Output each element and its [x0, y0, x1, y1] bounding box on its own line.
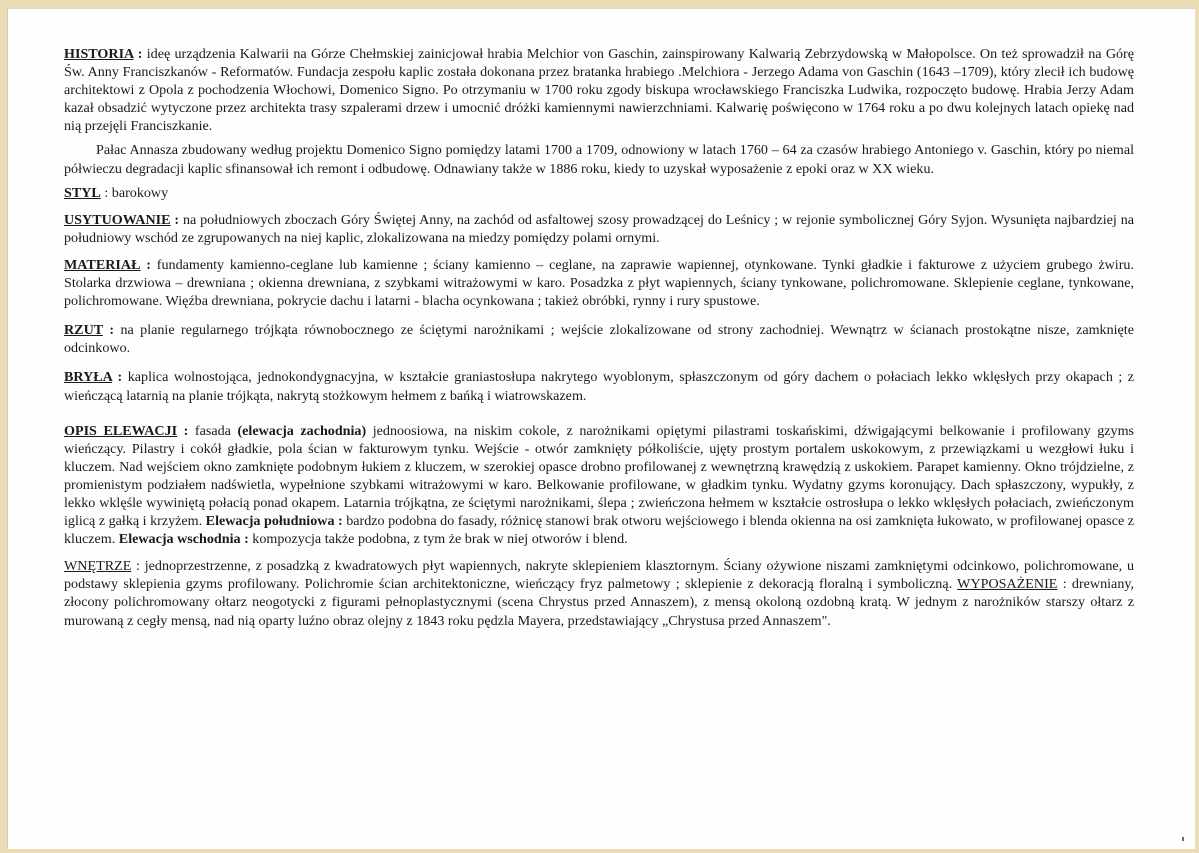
- scan-mark: [1182, 837, 1184, 841]
- styl-heading: STYL: [64, 184, 101, 201]
- opis-wschodnia-label: Elewacja wschodnia :: [118, 531, 249, 548]
- opis-paragraph: [64, 422, 1134, 549]
- bryla-separator: :: [112, 369, 128, 386]
- opis-text-3: kompozycja także podobna, z tym że brak w niej otworów i blend.: [248, 531, 628, 548]
- material-text: fundamenty kamienno-ceglane lub kamienne ; ściany kamienno – ceglane, na zaprawie wapiennej, otynkowane. Tynki gładkie i fakturowe z użyciem grubego żwiru. Stolarka drzwiowa – drewniana ; okienna drewniana, z szybkami witrażowymi w karo. Posadzka z płyt wapiennych, ściany tynkowane, polichromowane. Sklepienie ceglane, tynkowane, polichromowane. Więźba drewniana, pokrycie dachu i latarni - blacha ocynkowana ; takież obróbki, rynny i rury spustowe.: [64, 256, 1134, 310]
- historia-paragraph: [64, 45, 1134, 135]
- wnetrze-heading: WNĘTRZE: [64, 558, 132, 575]
- wyposazenie-text: drewniany, złocony polichromowany ołtarz neogotycki z figurami pełnoplastycznymi (scena Chrystus przed Annaszem), z mensą okoloną ozdobną kratą. W jednym z narożników starszy ołtarz z murowaną z cegły mensą, nad nią oparty luźno obraz olejny z 1843 roku pędzla Mayera, przedstawiający „Chrystusa przed Annaszem".: [64, 576, 1135, 629]
- opis-zachodnia-label: (elewacja zachodnia): [237, 422, 367, 439]
- opis-intro: fasada: [194, 422, 238, 439]
- usytuowanie-text: na południowych zboczach Góry Świętej Anny, na zachód od asfaltowej szosy prowadzącej do Leśnicy ; w rejonie symbolicznej Góry Syjon. Wysunięta najbardziej na południowy wschód ze zgrupowanych na niej kaplic, zlokalizowana na miedzy pomiędzy polami ornymi.: [64, 211, 1135, 246]
- styl-text: barokowy: [111, 184, 169, 201]
- opis-poludniowa-label: Elewacja południowa :: [205, 513, 343, 530]
- usytuowanie-paragraph: [64, 211, 1134, 247]
- paper-sheet: [7, 8, 1195, 849]
- material-heading: MATERIAŁ: [64, 256, 141, 273]
- opis-text-2: bardzo podobna do fasady, różnicę stanowi brak otworu wejściowego i blenda okienna na osi zamknięta łukowato, w profilowanej opasce z kluczem.: [64, 513, 1134, 548]
- material-paragraph: [64, 256, 1134, 310]
- wnetrze-text: jednoprzestrzenne, z posadzką z kwadratowych płyt wapiennych, nakryte sklepieniem klasztornym. Ściany ożywione niszami zamkniętymi odcinkowo, polichromowane, u podstawy sklepienia gzyms profilowany. Polichromie ścian architektoniczne, wieńczący fryz palmetowy ; sklepienie z dekoracją floralną i symboliczną.: [64, 558, 1134, 593]
- bryla-paragraph: [64, 368, 1134, 404]
- wnetrze-paragraph: [64, 557, 1134, 629]
- rzut-text: na planie regularnego trójkąta równobocznego ze ściętymi narożnikami ; wejście zlokalizowane od strony zachodniej. Wewnątrz w ścianach prostokątne nisze, zamknięte odcinkowo.: [64, 322, 1134, 357]
- styl-paragraph: [64, 184, 1134, 202]
- wyposazenie-separator: :: [1057, 576, 1072, 593]
- wnetrze-separator: :: [131, 558, 145, 575]
- palac-text: Pałac Annasza zbudowany według projektu Domenico Signo pomiędzy latami 1700 a 1709, odnowiony w latach 1760 – 64 za czasów hrabiego Antoniego v. Gaschin, który po niemal półwieczu degradacji kaplic sfinansował ich remont i odbudowę. Odnawiany także w 1886 roku, kiedy to uzyskał wyposażenie z epoki oraz w XX wieku.: [64, 142, 1134, 177]
- historia-separator: :: [133, 46, 147, 62]
- opis-text-1: jednoosiowa, na niskim cokole, z narożnikami opiętymi pilastrami toskańskimi, dźwigającymi belkowanie i profilowany gzyms wieńczący. Pilastry i cokół gładkie, pola ścian w fakturowym tynku. Wejście - otwór zamknięty półkoliście, ujęty prostym portalem uskokowym, z przewiązkami u wezgłowi łuku i kluczem. Nad wejściem okno zamknięte podobnym łukiem z kluczem, w szerokiej opasce drobno profilowanej z wewnętrzną krawędzią z uskokiem. Parapet kamienny. Okno trójdzielne, z promienistym podziałem nadświetla, wypełnione szybkami witrażowymi w karo. Belkowanie profilowane, w gładkim tynku. Wydatny gzyms koronujący. Dach spłaszczony, wypukły, z lekko wklęśle wywiniętą połacią ponad okapem. Latarnia trójkątna, ze ściętymi narożnikami, ślepa ; zwieńczona hełmem w kształcie ostrosłupa o lekko wklęsłych połaciach, zwieńczonym iglicą z gałką i krzyżem.: [64, 422, 1135, 530]
- styl-separator: :: [100, 184, 112, 201]
- material-separator: :: [140, 256, 157, 273]
- bryla-text: kaplica wolnostojąca, jednokondygnacyjna, w kształcie graniastosłupa nakrytego wyoblonym, spłaszczonym od góry dachem o połaciach lekko wklęsłych przy okapach ; z wieńczącą latarnią na planie trójkąta, nakrytą stożkowym hełmem z bańką i wiatrowskazem.: [64, 369, 1134, 404]
- usytuowanie-separator: :: [170, 211, 183, 228]
- rzut-paragraph: [64, 321, 1134, 357]
- historia-heading: HISTORIA: [64, 46, 134, 62]
- opis-separator: :: [177, 422, 195, 439]
- rzut-heading: RZUT: [64, 322, 103, 339]
- rzut-separator: :: [102, 322, 121, 339]
- bryla-heading: BRYŁA: [64, 369, 113, 386]
- document-body: [64, 45, 1134, 630]
- usytuowanie-heading: USYTUOWANIE: [64, 211, 171, 228]
- opis-heading: OPIS ELEWACJI: [64, 422, 178, 439]
- historia-text: ideę urządzenia Kalwarii na Górze Chełmskiej zainicjował hrabia Melchior von Gaschin, zainspirowany Kalwarią Zebrzydowską w Małopolsce. On też sprowadził na Górę Św. Anny Franciszkanów - Reformatów. Fundacja zespołu kaplic została dokonana przez bratanka hrabiego .Melchiora - Jerzego Adama von Gaschin (1643 –1709), który zlecił ich budowę architektowi z Opola z pochodzenia Włochowi, Domenico Signo. Po otrzymaniu w 1700 roku zgody biskupa wrocławskiego Franciszka Ludwika, rozpoczęto budowę. Hrabia Jerzy Adam kazał obsadzić wytyczone przez architekta trasy szpalerami drzew i umocnić dróżki kamiennymi nawierzchniami. Kalwarię poświęcono w 1764 roku a po dwu kolejnych latach opiekę nad nią przejęli Franciszkanie.: [64, 46, 1134, 135]
- wyposazenie-heading: WYPOSAŻENIE: [957, 576, 1058, 593]
- palac-paragraph: [64, 141, 1134, 177]
